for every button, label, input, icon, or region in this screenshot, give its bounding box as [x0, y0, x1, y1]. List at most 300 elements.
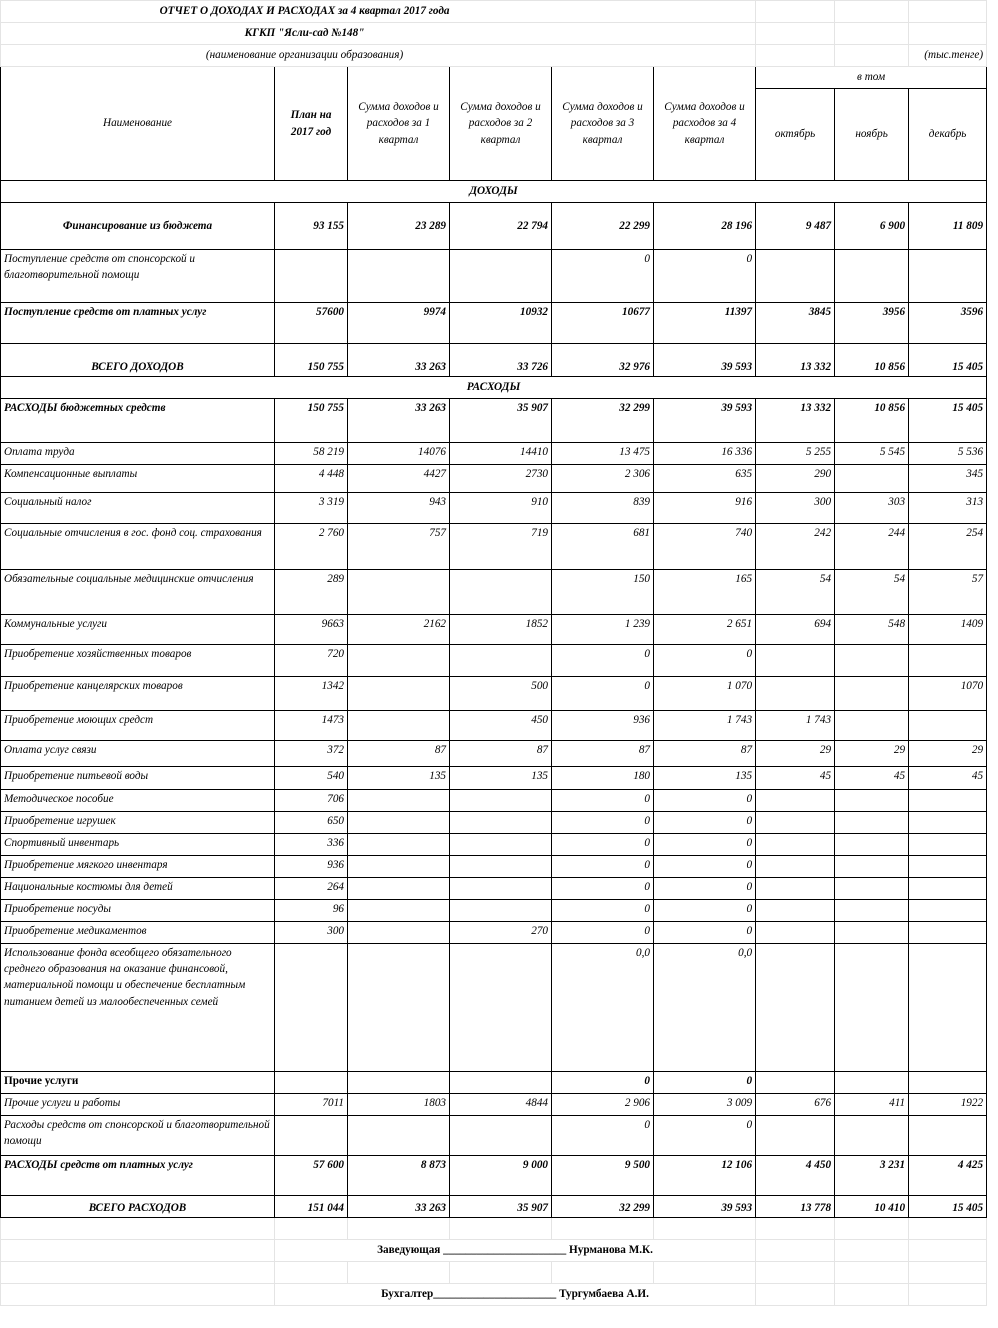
table-row [1, 570, 987, 615]
q1-cell [348, 878, 450, 900]
plan-cell: 372 [275, 741, 348, 767]
oct-cell [756, 944, 835, 1072]
q2-cell [450, 856, 552, 878]
plan-cell: 96 [275, 900, 348, 922]
organization-caption: (наименование организации образования) [1, 45, 756, 67]
row-label: Расходы средств от спонсорской и благотворительной помощи [1, 1116, 275, 1156]
organization-name: КГКП "Ясли-сад №148" [1, 23, 756, 45]
dec-cell [909, 645, 987, 677]
q4-cell: 11397 [654, 303, 756, 344]
nov-cell: 411 [835, 1094, 909, 1116]
q2-cell: 10932 [450, 303, 552, 344]
signature-row-director [1, 1240, 987, 1262]
q3-cell: 0 [552, 834, 654, 856]
oct-cell: 54 [756, 570, 835, 615]
table-row [1, 900, 987, 922]
table-row [1, 203, 987, 250]
table-row [1, 834, 987, 856]
dec-cell: 45 [909, 767, 987, 790]
col-plan-header: План на 2017 год [275, 67, 348, 181]
q3-cell: 0 [552, 790, 654, 812]
table-row [1, 1196, 987, 1218]
row-label: Приобретение игрушек [1, 812, 275, 834]
q2-cell: 22 794 [450, 203, 552, 250]
table-row [1, 922, 987, 944]
nov-cell: 54 [835, 570, 909, 615]
q1-cell: 4427 [348, 465, 450, 493]
q2-cell: 33 726 [450, 344, 552, 377]
plan-cell: 150 755 [275, 399, 348, 443]
plan-cell [275, 1116, 348, 1156]
q2-cell: 135 [450, 767, 552, 790]
q1-cell [348, 1072, 450, 1094]
col-q3-header: Сумма доходов и расходов за 3 квартал [552, 67, 654, 181]
dec-cell: 15 405 [909, 399, 987, 443]
nov-cell [835, 250, 909, 303]
q3-cell: 32 299 [552, 1196, 654, 1218]
nov-cell: 3956 [835, 303, 909, 344]
dec-cell [909, 944, 987, 1072]
q2-cell: 450 [450, 711, 552, 741]
oct-cell: 3845 [756, 303, 835, 344]
q4-cell: 2 651 [654, 615, 756, 645]
q3-cell: 0 [552, 856, 654, 878]
q1-cell [348, 834, 450, 856]
spacer-row [1, 1218, 987, 1240]
q3-cell: 0 [552, 878, 654, 900]
row-label: Прочие услуги и работы [1, 1094, 275, 1116]
q2-cell: 719 [450, 524, 552, 570]
oct-cell: 13 778 [756, 1196, 835, 1218]
col-dec-header: декабрь [909, 89, 987, 181]
plan-cell: 264 [275, 878, 348, 900]
column-header-row [1, 67, 987, 89]
nov-cell [835, 944, 909, 1072]
q4-cell: 635 [654, 465, 756, 493]
row-label: Оплата услуг связи [1, 741, 275, 767]
table-row [1, 944, 987, 1072]
q2-cell: 35 907 [450, 1196, 552, 1218]
row-label: ВСЕГО ДОХОДОВ [1, 344, 275, 377]
nov-cell [835, 1072, 909, 1094]
oct-cell: 9 487 [756, 203, 835, 250]
row-label: РАСХОДЫ бюджетных средств [1, 399, 275, 443]
plan-cell [275, 944, 348, 1072]
nov-cell: 29 [835, 741, 909, 767]
row-label: Методическое пособие [1, 790, 275, 812]
col-name-header: Наименование [1, 67, 275, 181]
nov-cell: 6 900 [835, 203, 909, 250]
nov-cell: 3 231 [835, 1156, 909, 1196]
q1-cell: 87 [348, 741, 450, 767]
q4-cell: 12 106 [654, 1156, 756, 1196]
section-expenses [1, 377, 987, 399]
q1-cell: 1803 [348, 1094, 450, 1116]
oct-cell [756, 645, 835, 677]
oct-cell: 13 332 [756, 399, 835, 443]
table-row [1, 1094, 987, 1116]
q4-cell: 0 [654, 812, 756, 834]
plan-cell: 650 [275, 812, 348, 834]
q1-cell [348, 944, 450, 1072]
nov-cell: 10 856 [835, 344, 909, 377]
q4-cell: 740 [654, 524, 756, 570]
report-title: ОТЧЕТ О ДОХОДАХ И РАСХОДАХ за 4 квартал 2017 года [1, 1, 756, 23]
dec-cell [909, 900, 987, 922]
row-label: Поступление средств от спонсорской и благотворительной помощи [1, 250, 275, 303]
plan-cell: 336 [275, 834, 348, 856]
dec-cell: 15 405 [909, 344, 987, 377]
table-row [1, 1072, 987, 1094]
dec-cell [909, 1116, 987, 1156]
col-q2-header: Сумма доходов и расходов за 2 квартал [450, 67, 552, 181]
plan-cell [275, 250, 348, 303]
oct-cell: 694 [756, 615, 835, 645]
table-row [1, 443, 987, 465]
q3-cell: 87 [552, 741, 654, 767]
q1-cell [348, 900, 450, 922]
section-title-income: ДОХОДЫ [1, 181, 987, 203]
q4-cell: 0,0 [654, 944, 756, 1072]
plan-cell: 936 [275, 856, 348, 878]
plan-cell: 58 219 [275, 443, 348, 465]
title-row [1, 1, 987, 23]
col-oct-header: октябрь [756, 89, 835, 181]
units-label: (тыс.тенге) [909, 45, 987, 67]
q2-cell: 2730 [450, 465, 552, 493]
q4-cell: 0 [654, 645, 756, 677]
row-label: Обязательные социальные медицинские отчисления [1, 570, 275, 615]
q1-cell [348, 856, 450, 878]
row-label: Приобретение посуды [1, 900, 275, 922]
plan-cell: 1473 [275, 711, 348, 741]
plan-cell: 540 [275, 767, 348, 790]
oct-cell: 13 332 [756, 344, 835, 377]
q3-cell: 1 239 [552, 615, 654, 645]
dec-cell: 1922 [909, 1094, 987, 1116]
row-label: Приобретение хозяйственных товаров [1, 645, 275, 677]
signature-director: Заведующая ______________________ Нурманова М.К. [275, 1240, 756, 1262]
oct-cell [756, 1116, 835, 1156]
q1-cell: 23 289 [348, 203, 450, 250]
plan-cell: 2 760 [275, 524, 348, 570]
nov-cell: 10 856 [835, 399, 909, 443]
dec-cell: 4 425 [909, 1156, 987, 1196]
nov-cell: 5 545 [835, 443, 909, 465]
row-label: Финансирование из бюджета [1, 203, 275, 250]
q2-cell: 35 907 [450, 399, 552, 443]
q3-cell: 32 976 [552, 344, 654, 377]
q2-cell [450, 570, 552, 615]
oct-cell [756, 856, 835, 878]
q2-cell: 87 [450, 741, 552, 767]
nov-cell [835, 900, 909, 922]
row-label: Приобретение канцелярских товаров [1, 677, 275, 711]
spacer-row [1, 1262, 987, 1284]
oct-cell [756, 1072, 835, 1094]
table-row [1, 493, 987, 524]
q3-cell: 0,0 [552, 944, 654, 1072]
q3-cell: 0 [552, 922, 654, 944]
org-row [1, 23, 987, 45]
plan-cell: 7011 [275, 1094, 348, 1116]
plan-cell: 150 755 [275, 344, 348, 377]
dec-cell: 29 [909, 741, 987, 767]
q1-cell: 33 263 [348, 399, 450, 443]
q2-cell: 14410 [450, 443, 552, 465]
signature-row-accountant [1, 1284, 987, 1306]
q3-cell: 0 [552, 1116, 654, 1156]
plan-cell [275, 1072, 348, 1094]
q4-cell: 3 009 [654, 1094, 756, 1116]
row-label: Коммунальные услуги [1, 615, 275, 645]
nov-cell: 303 [835, 493, 909, 524]
nov-cell [835, 1116, 909, 1156]
table-row [1, 856, 987, 878]
oct-cell: 676 [756, 1094, 835, 1116]
table-row [1, 344, 987, 377]
dec-cell: 1070 [909, 677, 987, 711]
q1-cell: 757 [348, 524, 450, 570]
q1-cell: 8 873 [348, 1156, 450, 1196]
col-q1-header: Сумма доходов и расходов за 1 квартал [348, 67, 450, 181]
nov-cell [835, 677, 909, 711]
row-label: Приобретение медикаментов [1, 922, 275, 944]
q2-cell: 9 000 [450, 1156, 552, 1196]
table-row [1, 677, 987, 711]
oct-cell: 242 [756, 524, 835, 570]
dec-cell [909, 878, 987, 900]
q2-cell: 910 [450, 493, 552, 524]
oct-cell: 5 255 [756, 443, 835, 465]
table-row [1, 303, 987, 344]
q4-cell: 0 [654, 900, 756, 922]
dec-cell: 5 536 [909, 443, 987, 465]
row-label: Оплата труда [1, 443, 275, 465]
q4-cell: 39 593 [654, 344, 756, 377]
q1-cell [348, 645, 450, 677]
nov-cell [835, 790, 909, 812]
dec-cell: 313 [909, 493, 987, 524]
nov-cell: 10 410 [835, 1196, 909, 1218]
q4-cell: 0 [654, 1116, 756, 1156]
table-row [1, 711, 987, 741]
oct-cell: 290 [756, 465, 835, 493]
dec-cell: 254 [909, 524, 987, 570]
oct-cell [756, 878, 835, 900]
row-label: Спортивный инвентарь [1, 834, 275, 856]
q2-cell [450, 790, 552, 812]
oct-cell [756, 677, 835, 711]
q2-cell: 270 [450, 922, 552, 944]
q4-cell: 39 593 [654, 1196, 756, 1218]
table-row [1, 399, 987, 443]
nov-cell [835, 812, 909, 834]
row-label: Социальный налог [1, 493, 275, 524]
q1-cell: 14076 [348, 443, 450, 465]
q4-cell: 0 [654, 834, 756, 856]
q3-cell: 0 [552, 645, 654, 677]
oct-cell: 29 [756, 741, 835, 767]
q3-cell: 10677 [552, 303, 654, 344]
q1-cell: 9974 [348, 303, 450, 344]
oct-cell: 1 743 [756, 711, 835, 741]
oct-cell: 4 450 [756, 1156, 835, 1196]
q1-cell: 135 [348, 767, 450, 790]
oct-cell: 300 [756, 493, 835, 524]
table-row [1, 465, 987, 493]
q4-cell: 916 [654, 493, 756, 524]
table-row [1, 250, 987, 303]
q3-cell: 150 [552, 570, 654, 615]
q2-cell [450, 250, 552, 303]
q1-cell [348, 812, 450, 834]
q1-cell: 943 [348, 493, 450, 524]
plan-cell: 289 [275, 570, 348, 615]
table-row [1, 741, 987, 767]
row-label: Приобретение моющих средст [1, 711, 275, 741]
q4-cell: 0 [654, 250, 756, 303]
dec-cell [909, 711, 987, 741]
row-label: Социальные отчисления в гос. фонд соц. страхования [1, 524, 275, 570]
q4-cell: 1 743 [654, 711, 756, 741]
nov-cell [835, 645, 909, 677]
q1-cell: 33 263 [348, 344, 450, 377]
q4-cell: 165 [654, 570, 756, 615]
q2-cell [450, 878, 552, 900]
table-row [1, 790, 987, 812]
dec-cell: 15 405 [909, 1196, 987, 1218]
q2-cell [450, 1072, 552, 1094]
q4-cell: 39 593 [654, 399, 756, 443]
q4-cell: 135 [654, 767, 756, 790]
nov-cell: 548 [835, 615, 909, 645]
oct-cell [756, 834, 835, 856]
q2-cell: 4844 [450, 1094, 552, 1116]
q3-cell: 22 299 [552, 203, 654, 250]
q1-cell [348, 922, 450, 944]
signature-accountant: Бухгалтер______________________ Тургумбаева А.И. [275, 1284, 756, 1306]
dec-cell: 1409 [909, 615, 987, 645]
table-row [1, 615, 987, 645]
q3-cell: 0 [552, 1072, 654, 1094]
row-label: Использование фонда всеобщего обязательного среднего образования на оказание финансовой, материальной помощи и обеспечение бесплатным питанием детей из малообеспеченных семей [1, 944, 275, 1072]
q2-cell: 500 [450, 677, 552, 711]
q2-cell [450, 812, 552, 834]
q3-cell: 2 306 [552, 465, 654, 493]
plan-cell: 3 319 [275, 493, 348, 524]
dec-cell [909, 922, 987, 944]
oct-cell [756, 790, 835, 812]
caption-row [1, 45, 987, 67]
dec-cell [909, 856, 987, 878]
oct-cell [756, 812, 835, 834]
q3-cell: 0 [552, 812, 654, 834]
nov-cell [835, 834, 909, 856]
q1-cell: 2162 [348, 615, 450, 645]
nov-cell: 244 [835, 524, 909, 570]
q1-cell [348, 711, 450, 741]
oct-cell: 45 [756, 767, 835, 790]
q3-cell: 32 299 [552, 399, 654, 443]
dec-cell [909, 812, 987, 834]
row-label: ВСЕГО РАСХОДОВ [1, 1196, 275, 1218]
table-row [1, 645, 987, 677]
nov-cell [835, 465, 909, 493]
q3-cell: 681 [552, 524, 654, 570]
q3-cell: 839 [552, 493, 654, 524]
q2-cell [450, 900, 552, 922]
q4-cell: 0 [654, 856, 756, 878]
table-row [1, 1156, 987, 1196]
q3-cell: 936 [552, 711, 654, 741]
table-row [1, 524, 987, 570]
plan-cell: 57600 [275, 303, 348, 344]
row-label: Приобретение мягкого инвентаря [1, 856, 275, 878]
plan-cell: 151 044 [275, 1196, 348, 1218]
q3-cell: 13 475 [552, 443, 654, 465]
q1-cell [348, 1116, 450, 1156]
plan-cell: 57 600 [275, 1156, 348, 1196]
q2-cell [450, 944, 552, 1072]
row-label: Прочие услуги [1, 1072, 275, 1094]
row-label: Компенсационные выплаты [1, 465, 275, 493]
table-row [1, 878, 987, 900]
q2-cell [450, 645, 552, 677]
q4-cell: 0 [654, 790, 756, 812]
plan-cell: 1342 [275, 677, 348, 711]
q1-cell [348, 790, 450, 812]
q2-cell [450, 1116, 552, 1156]
q1-cell [348, 677, 450, 711]
col-nov-header: ноябрь [835, 89, 909, 181]
oct-cell [756, 250, 835, 303]
table-row [1, 812, 987, 834]
q4-cell: 87 [654, 741, 756, 767]
q1-cell [348, 570, 450, 615]
plan-cell: 706 [275, 790, 348, 812]
dec-cell: 57 [909, 570, 987, 615]
dec-cell [909, 250, 987, 303]
plan-cell: 4 448 [275, 465, 348, 493]
q3-cell: 0 [552, 250, 654, 303]
col-q4-header: Сумма доходов и расходов за 4 квартал [654, 67, 756, 181]
dec-cell [909, 790, 987, 812]
q4-cell: 0 [654, 922, 756, 944]
plan-cell: 720 [275, 645, 348, 677]
oct-cell [756, 922, 835, 944]
q4-cell: 16 336 [654, 443, 756, 465]
row-label: Национальные костюмы для детей [1, 878, 275, 900]
q3-cell: 0 [552, 677, 654, 711]
q4-cell: 0 [654, 1072, 756, 1094]
q4-cell: 0 [654, 878, 756, 900]
nov-cell [835, 711, 909, 741]
row-label: Поступление средств от платных услуг [1, 303, 275, 344]
dec-cell: 345 [909, 465, 987, 493]
row-label: Приобретение питьевой воды [1, 767, 275, 790]
nov-cell [835, 922, 909, 944]
section-income [1, 181, 987, 203]
nov-cell [835, 856, 909, 878]
table-row [1, 767, 987, 790]
q3-cell: 0 [552, 900, 654, 922]
dec-cell [909, 1072, 987, 1094]
plan-cell: 93 155 [275, 203, 348, 250]
nov-cell: 45 [835, 767, 909, 790]
nov-cell [835, 878, 909, 900]
q3-cell: 2 906 [552, 1094, 654, 1116]
